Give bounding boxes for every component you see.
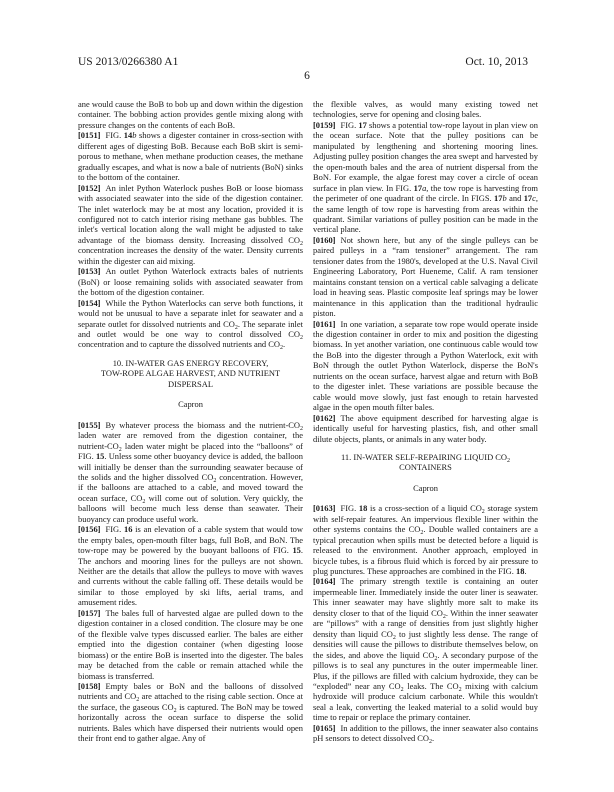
section-heading-line: TOW-ROPE ALGAE HARVEST, AND NUTRIENT — [100, 368, 281, 379]
section-heading-line: CONTAINERS — [399, 462, 452, 473]
header-publication-number: US 2013/0266380 A1 — [78, 56, 179, 68]
left-paragraphs — [78, 130, 303, 350]
paragraph-0152: [0152] An inlet Python Waterlock pushes BoB or loose biomass with associated seawater into the side of the digestion container. The inlet waterlock may be at most any location, provided it is configured not to catch interior rising methane gas bubbles. The inlet's vertical location along the wall might be adjusted to take advantage of the biomass density. Increasing dissolved $CO_2$ concentration increases the density of the water. Density currents within the digester can aid mixing. — [78, 182, 303, 266]
paragraph-0153: [0153] An outlet Python Waterlock extracts bales of nutrients (BoN) or loose remaining solids with associated seawater from the bottom of the digestion container. — [78, 266, 303, 298]
paragraph-continuation: the flexible valves, as would many existing towed net technologies, serve for opening and closing bales. — [313, 99, 538, 120]
paragraph-number: [0154] — [78, 297, 101, 308]
paragraph-0163: [0163] FIG. 18 is a cross-section of a liquid $CO_2$ storage system with self-repair features. An impervious flexible liner within the other systems contains the $CO_2$. Double walled containers are a typical precaution when spills must be detected before a liquid is released to the environment. Another approach, employed in bicycle tubes, is a fibrous fluid which is forced by air pressure to plug punctures. These approaches are combined in the FIG. 18. — [313, 503, 538, 577]
paragraph-number: [0159] — [313, 119, 336, 130]
paragraph-0161: [0161] In one variation, a separate tow rope would operate inside the digestion container in order to mix and position the digesting biomass. In yet another variation, one continuous cable would tow the BoB into the digester through a Python Waterlock, exit with BoN through the outlet Python Waterlock, disperse the BoN's nutrients on the ocean surface, harvest algae and return with BoB to the digester inlet. These variations are possible because the cable would move slowly, just fast enough to retain harvested algae in the open mouth filter bales. — [313, 318, 538, 413]
section-author: Capron — [413, 482, 438, 493]
paragraph-number: [0155] — [78, 419, 101, 430]
paragraph-number: [0153] — [78, 266, 101, 277]
right-paragraphs — [313, 120, 538, 444]
paragraph-continuation: ane would cause the BoB to bob up and down within the digestion container. The bobbing action provides gentle mixing along with pressure changes on the contents of each BoB. — [78, 99, 303, 130]
section-heading-10 — [78, 358, 303, 389]
paragraph-number: [0151] — [78, 130, 101, 141]
paragraph-number: [0157] — [78, 607, 101, 618]
paragraph-0165: [0165] In addition to the pillows, the inner seawater also contains pH sensors to detect dissolved $CO_2$. — [313, 722, 538, 746]
paragraph-0154: [0154] While the Python Waterlocks can serve both functions, it would not be unusual to have a separate inlet for seawater and a separate outlet for dissolved nutrients and $CO_2$. The separate inlet and outlet would be one way to control dissolved $CO_2$ concentration and to capture the dissolved nutrients and $CO_2$. — [78, 297, 303, 352]
paragraph-0164: [0164] The primary strength textile is containing an outer impermeable liner. Immediately inside the outer liner is seawater. This inner seawater may have slightly more salt to make its density closer to that of the liquid $CO_2$. Within the inner seawater are “pillows” with a range of densities from just slightly higher density than liquid $CO_2$ to just slightly less dense. The range of densities will cause the pillows to distribute themselves below, on the sides, and above the liquid $CO_2$. A secondary purpose of the pillows is to seal any punctures in the outer impermeable liner. Plus, if the pillows are filled with calcium hydroxide, they can be “exploded” near any $CO_2$ leaks. The $CO_2$ mixing with calcium hydroxide will produce calcium carbonate. While this wouldn't seal a leak, converting the leaked material to a solid would buy time to repair or replace the primary container. — [313, 576, 539, 723]
right-paragraphs-after — [313, 503, 539, 746]
section-heading-line: 11. IN-WATER SELF-REPAIRING LIQUID $CO_2$ — [340, 451, 510, 464]
section-heading-line: 10. IN-WATER GAS ENERGY RECOVERY, — [112, 357, 269, 368]
header-date: Oct. 10, 2013 — [465, 56, 528, 68]
section-author: Capron — [178, 399, 203, 410]
paragraph-0151: [0151] FIG. 14b shows a digester container in cross-section with different ages of digesting BoB. Because each BoB skirt is semi-porous to methane, when methane production ceases, the methane gradually escapes, and what is now a bale of nutrients (BoN) sinks to the bottom of the container. — [78, 130, 303, 183]
paragraph-number: [0161] — [313, 318, 336, 329]
paragraph-number: [0164] — [313, 576, 336, 587]
left-paragraphs-after — [78, 420, 303, 744]
paragraph-number: [0160] — [313, 234, 336, 245]
left-column — [78, 99, 303, 744]
right-column — [313, 99, 538, 744]
paragraph-number: [0163] — [313, 503, 336, 514]
paragraph-number: [0152] — [78, 182, 101, 193]
paragraph-0159: [0159] FIG. 17 shows a potential tow-rope layout in plan view on the ocean surface. Note that the pulley positions can be manipulated by lengthening and shortening mooring lines. Adjusting pulley position changes the area swept and harvested by the open-mouth bales and the area of nutrient dispersal from the BoN. For example, the algae forest may cover a circle of ocean surface in plan view. In FIG. 17a, the tow rope is harvesting from the perimeter of one quadrant of the circle. In FIGS. 17b and 17c, the same length of tow rope is harvesting from areas within the quadrant. Similar variations of pulley position can be made in the vertical plane. — [313, 119, 538, 235]
paragraph-0155: [0155] By whatever process the biomass and the nutrient-$CO_2$ laden water are removed from the digestion container, the nutrient-$CO_2$ laden water might be placed into the “balloons” of FIG. 15. Unless some other buoyancy device is added, the balloon will initially be denser than the surrounding seawater because of the solids and the higher dissolved $CO_2$ concentration. However, if the balloons are attached to a cable, and moved toward the ocean surface, $CO_2$ will come out of solution. Very quickly, the balloons will become much less dense than seawater. Their buoyancy can produce useful work. — [78, 419, 303, 524]
paragraph-0158: [0158] Empty bales or BoN and the balloons of dissolved nutrients and $CO_2$ are attached to the rising cable section. Once at the surface, the gaseous $CO_2$ is captured. The BoN may be towed horizontally across the ocean surface to disperse the solid nutrients. Bales which have dispersed their nutrients would open their front end to gather algae. Any of — [78, 681, 303, 744]
paragraph-number: [0162] — [313, 412, 336, 423]
paragraph-0162: [0162] The above equipment described for harvesting algae is identically useful for harvesting plastics, fish, and other small dilute objects, plants, or animals in any water body. — [313, 412, 538, 444]
paragraph-number: [0156] — [78, 524, 101, 535]
page-number: 6 — [304, 70, 310, 82]
paragraph-number: [0165] — [313, 722, 336, 733]
paragraph-0156: [0156] FIG. 16 is an elevation of a cable system that would tow the empty bales, open-mouth filter bags, full BoB, and BoN. The tow-rope may be powered by the buoyant balloons of FIG. 15. The anchors and mooring lines for the pulleys are not shown. Neither are the details that allow the pulleys to move with waves and currents without the cable falling off. These details would be similar to those employed by ski lifts, aerial trams, and amusement rides. — [78, 524, 303, 608]
paragraph-number: [0158] — [78, 681, 101, 692]
section-heading-line: DISPERSAL — [167, 378, 213, 389]
paragraph-0160: [0160] Not shown here, but any of the single pulleys can be paired pulleys in a “ram tensioner” arrangement. The ram tensioner dates from the 1980's, developed at the U.S. Naval Civil Engineering Laboratory, Port Hueneme, Calif. A ram tensioner maintains constant tension on a vertical cable salvaging a delicate load in heaving seas. Plastic composite leaf springs may be lower maintenance in this application than the traditional hydraulic piston. — [313, 234, 538, 319]
paragraph-0157: [0157] The bales full of harvested algae are pulled down to the digestion container in a closed condition. The closure may be one of the flexible valve types discussed earlier. The bales are either emptied into the digestion container (when digesting loose biomass) or the entire BoB is inserted into the digester. The bales may be detached from the cable or remain attached while the biomass is transferred. — [78, 607, 303, 681]
section-heading-11 — [313, 452, 538, 473]
